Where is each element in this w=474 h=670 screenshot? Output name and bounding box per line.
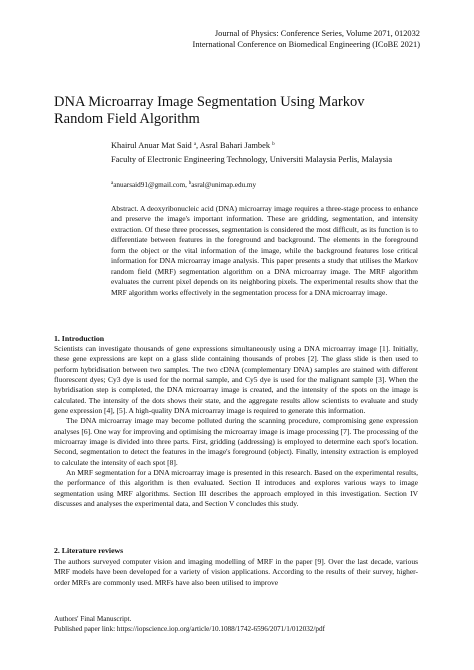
author-separator: , [196, 141, 200, 150]
email-marker: b [188, 181, 192, 186]
author-name: Khairul Anuar Mat Said [111, 141, 192, 150]
author-marker: b [272, 142, 275, 147]
abstract-text: A deoxyribonucleic acid (DNA) microarray image requires a three-stage process to enhance and preserve the image's important information. These are gridding, segmentation, and intensity extraction. Of these three processes, segmentation is considered the most difficult, as its function is to differentiate between features in the foreground and background. The elements in the foreground form the object or the vital information of the image, while the background features lose critical information for DNA microarray image analysis. This paper presents a study that utilises the Markov random field (MRF) segmentation algorithm on a DNA microarray image. The MRF algorithm evaluates the current pixel depends on its neighboring pixels. The experimental results show that the MRF algorithm works effectively in the segmentation process for a DNA microarray image. [111, 204, 418, 297]
author-name: Asral Bahari Jambek [199, 141, 271, 150]
literature-body [54, 557, 418, 588]
footer-link[interactable]: Published paper link: https://iopscience.iop.org/article/10.1088/1742-6596/2071/1/012032/pdf [54, 624, 325, 633]
abstract-label: Abstract. [111, 204, 139, 213]
email-address: anuarsaid91@gmail.com, [113, 181, 189, 189]
paper-title: DNA Microarray Image Segmentation Using Markov Random Field Algorithm [54, 94, 365, 127]
section-heading: 2. Literature reviews [54, 546, 124, 555]
introduction-body [54, 344, 418, 510]
paragraph: Scientists can investigate thousands of gene expressions simultaneously using a DNA microarray image [1]. Initially, these gene expressions are kept on a glass slide containing thousands of probes [2]. The glass slide is then used to perform hybridisation between two samples. The two cDNA (complementary DNA) samples are stained with different fluorescent dyes; Cy3 dye is used for the normal sample, and Cy5 dye is used for the malignant sample [3]. When the hybridisation step is completed, the DNA microarray image is created, and the intensity of the spots on the image is calculated. The intensity of the dots shows their state, and the aggregate results allow scientists to evaluate and study gene expression [4], [5]. A high-quality DNA microarray image is required to generate this information. [54, 344, 418, 416]
journal-header [193, 28, 420, 50]
paragraph: The authors surveyed computer vision and imaging modelling of MRF in the paper [9]. Over the last decade, various MRF models have been developed for a variety of vision applications. According to the results of their survey, higher-order MRFs are commonly used. MRFs have also been utilised to improve [54, 557, 418, 587]
paragraph: The DNA microarray image may become polluted during the scanning procedure, compromising gene expression analyses [6]. One way for improving and optimising the microarray image is image processing [7]. The processing of the microarray image is divided into three parts. First, gridding (addressing) is employed to determine each spot's location. Second, segmentation to detect the features in the image's foreground (object). Finally, intensity extraction is employed to calculate the intensity of each spot [8]. [54, 416, 418, 467]
author-emails [111, 180, 256, 190]
paragraph: An MRF segmentation for a DNA microarray image is presented in this research. Based on the experimental results, the performance of this algorithm is then evaluated. Section II introduces and explores various ways to image segmentation using MRF algorithms. Section III describes the approach employed in this investigation. Section IV discusses and analyses the experimental data, and Section V concludes this study. [54, 468, 418, 509]
section-heading: 1. Introduction [54, 334, 105, 343]
email-marker: a [111, 181, 114, 186]
journal-line: Journal of Physics: Conference Series, Volume 2071, 012032 [214, 29, 420, 38]
author-list [111, 140, 275, 151]
abstract [111, 204, 418, 298]
email-address: asral@unimap.edu.my [191, 181, 257, 189]
footer-note: Authors' Final Manuscript. [54, 615, 132, 623]
affiliation: Faculty of Electronic Engineering Technology, Universiti Malaysia Perlis, Malaysia [111, 155, 393, 164]
author-marker: a [193, 142, 197, 147]
conference-line: International Conference on Biomedical Engineering (ICoBE 2021) [192, 40, 420, 49]
footer [54, 615, 325, 634]
